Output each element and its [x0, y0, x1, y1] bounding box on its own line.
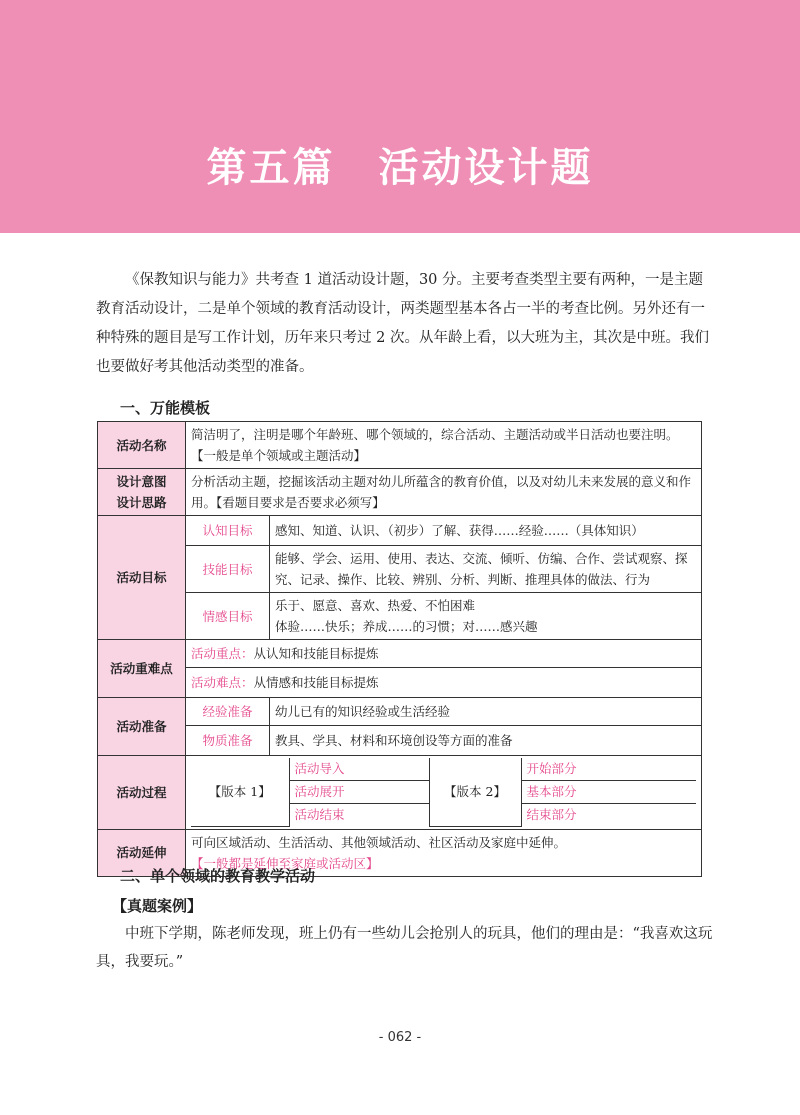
row-key-point — [98, 640, 702, 668]
row-prep-experience — [98, 698, 702, 726]
cell-activity-name — [186, 422, 702, 469]
activity-name-note: 【一般是单个领域或主题活动】 — [191, 448, 367, 463]
design-intent-note: 【看题目要求是否要求必须写】 — [216, 495, 385, 510]
v2-step-1: 开始部分 — [521, 758, 696, 781]
row-activity-process — [98, 756, 702, 830]
label-activity-name: 活动名称 — [98, 422, 186, 469]
row-goal-skill — [98, 546, 702, 593]
v2-step-3: 结束部分 — [521, 804, 696, 827]
label-experience-prep: 经验准备 — [186, 698, 270, 726]
v1-step-1: 活动导入 — [289, 758, 429, 781]
experience-prep-text: 幼儿已有的知识经验或生活经验 — [270, 698, 702, 726]
design-intent-text: 分析活动主题，挖掘该活动主题对幼儿所蕴含的教育价值，以及对幼儿未来发展的意义和作用。 — [191, 474, 692, 510]
row-goal-emotion — [98, 593, 702, 640]
key-point-label: 活动重点： — [191, 646, 254, 661]
extension-text: 可向区域活动、生活活动、其他领域活动、社区活动及家庭中延伸。 — [191, 834, 567, 850]
key-point-text: 从认知和技能目标提炼 — [253, 646, 379, 661]
section-heading-template: 一、万能模板 — [120, 399, 211, 417]
section-heading-single-domain: 二、单个领域的教育教学活动 — [120, 867, 316, 885]
label-activity-goals: 活动目标 — [98, 516, 186, 640]
version2-label: 【版本 2】 — [429, 758, 521, 826]
row-design-intent — [98, 469, 702, 516]
cognitive-goal-text: 感知、知道、认识、（初步）了解、获得……经验……（具体知识） — [270, 516, 702, 546]
label-emotion-goal: 情感目标 — [186, 593, 270, 640]
row-difficult-point — [98, 668, 702, 698]
label-skill-goal: 技能目标 — [186, 546, 270, 593]
label-activity-process: 活动过程 — [98, 756, 186, 830]
activity-name-text: 简洁明了，注明是哪个年龄班、哪个领域的，综合活动、主题活动或半日活动也要注明。 — [191, 427, 679, 442]
v1-step-3: 活动结束 — [289, 804, 429, 827]
difficult-point-label: 活动难点： — [191, 675, 254, 690]
label-design-intent-line2: 设计思路 — [116, 495, 167, 510]
cell-design-intent — [186, 469, 702, 516]
chapter-title: 第五篇 活动设计题 — [206, 145, 594, 191]
label-key-difficult: 活动重难点 — [98, 640, 186, 698]
cell-emotion-goal — [270, 593, 702, 640]
skill-goal-text: 能够、学会、运用、使用、表达、交流、倾听、仿编、合作、尝试观察、探究、记录、操作、比较、辨别、分析、判断、推理具体的做法、行为 — [270, 546, 702, 593]
title-banner — [0, 0, 800, 233]
label-activity-prep: 活动准备 — [98, 698, 186, 756]
row-goal-cognitive — [98, 516, 702, 546]
cell-activity-process — [186, 756, 702, 830]
process-subtable — [191, 758, 696, 827]
label-design-intent-line1: 设计意图 — [116, 474, 167, 489]
extension-note: 【一般都是延伸至家庭或活动区】 — [191, 855, 379, 871]
v2-step-2: 基本部分 — [521, 781, 696, 804]
row-prep-material — [98, 726, 702, 756]
template-table — [97, 421, 702, 877]
label-design-intent — [98, 469, 186, 516]
version1-label: 【版本 1】 — [191, 758, 289, 826]
label-cognitive-goal: 认知目标 — [186, 516, 270, 546]
case-heading: 【真题案例】 — [112, 897, 203, 915]
row-activity-name — [98, 422, 702, 469]
page-number: - 062 - — [378, 1030, 422, 1045]
material-prep-text: 教具、学具、材料和环境创设等方面的准备 — [270, 726, 702, 756]
cell-difficult-point — [186, 668, 702, 698]
emotion-goal-line2: 体验……快乐；养成……的习惯；对……感兴趣 — [275, 619, 538, 634]
cell-key-point — [186, 640, 702, 668]
label-material-prep: 物质准备 — [186, 726, 270, 756]
v1-step-2: 活动展开 — [289, 781, 429, 804]
emotion-goal-line1: 乐于、愿意、喜欢、热爱、不怕困难 — [275, 598, 476, 613]
difficult-point-text: 从情感和技能目标提炼 — [253, 675, 379, 690]
intro-paragraph: 《保教知识与能力》共考查 1 道活动设计题，30 分。主要考查类型主要有两种，一是主题教育活动设计，二是单个领域的教育活动设计，两类题型基本各占一半的考查比例。另外还有一种特殊的题目是写工作计划，历年来只考过 2 次。从年龄上看，以大班为主，其次是中班。我们也要做好考其他活动类型的准备。 — [96, 272, 709, 375]
label-activity-extension: 活动延伸 — [98, 829, 186, 876]
case-text: 中班下学期，陈老师发现，班上仍有一些幼儿会抢别人的玩具，他们的理由是：“我喜欢这玩具，我要玩。” — [96, 926, 713, 970]
